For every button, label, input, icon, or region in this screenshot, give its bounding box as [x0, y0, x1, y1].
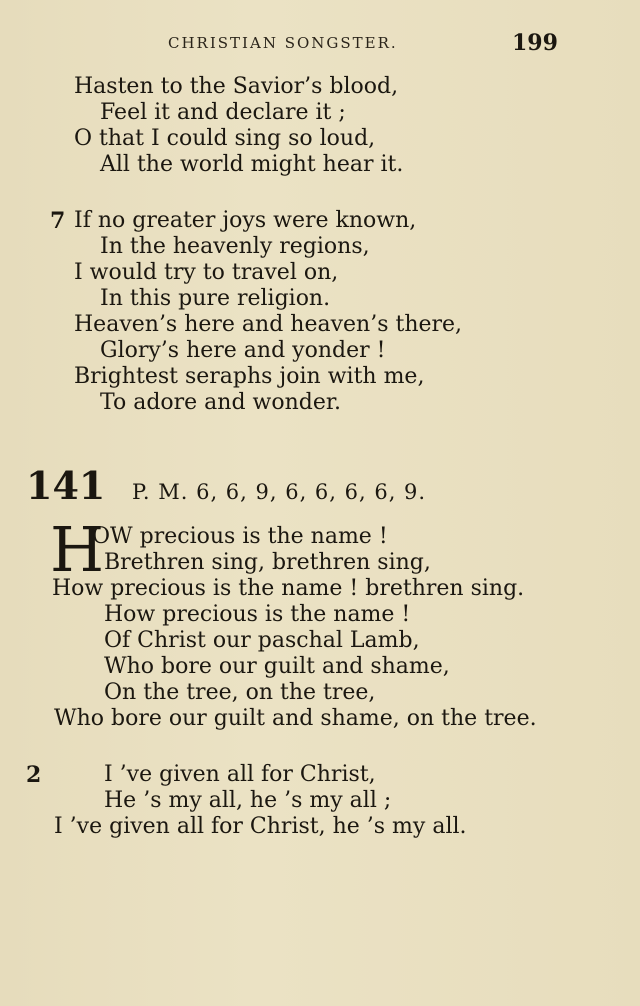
verse-line: Who bore our guilt and shame,	[104, 654, 450, 679]
stanza-number: 2	[26, 762, 42, 788]
verse-line: Brethren sing, brethren sing,	[104, 550, 431, 575]
verse-line: On the tree, on the tree,	[104, 680, 376, 705]
verse-line: Glory’s here and yonder !	[100, 338, 386, 363]
verse-line: Of Christ our paschal Lamb,	[104, 628, 420, 653]
verse-line: In this pure religion.	[100, 286, 331, 311]
verse-line: OW precious is the name !	[92, 524, 388, 549]
verse-line: Brightest seraphs join with me,	[74, 364, 425, 389]
stanza-number: 7	[50, 208, 66, 234]
verse-line: To adore and wonder.	[100, 390, 341, 415]
verse-line: If no greater joys were known,	[74, 208, 417, 233]
verse-line: I ’ve given all for Christ,	[104, 762, 376, 787]
page-number: 199	[512, 30, 558, 56]
verse-line: Feel it and declare it ;	[100, 100, 346, 125]
drop-cap: H	[50, 513, 105, 586]
verse-line: Hasten to the Savior’s blood,	[74, 74, 399, 99]
verse-line: How precious is the name ! brethren sing.	[52, 576, 525, 601]
verse-line: Heaven’s here and heaven’s there,	[74, 312, 463, 337]
verse-line: He ’s my all, he ’s my all ;	[104, 788, 392, 813]
verse-line: Who bore our guilt and shame, on the tree.	[54, 706, 537, 731]
hymn-number: 141	[26, 463, 106, 508]
running-header: CHRISTIAN SONGSTER.	[168, 34, 398, 52]
verse-line: O that I could sing so loud,	[74, 126, 376, 151]
hymn-meter: P. M. 6, 6, 9, 6, 6, 6, 6, 9.	[132, 480, 427, 504]
verse-line: I ’ve given all for Christ, he ’s my all.	[54, 814, 467, 839]
verse-line: How precious is the name !	[104, 602, 411, 627]
verse-line: All the world might hear it.	[100, 152, 404, 177]
verse-line: In the heavenly regions,	[100, 234, 370, 259]
verse-line: I would try to travel on,	[74, 260, 339, 285]
